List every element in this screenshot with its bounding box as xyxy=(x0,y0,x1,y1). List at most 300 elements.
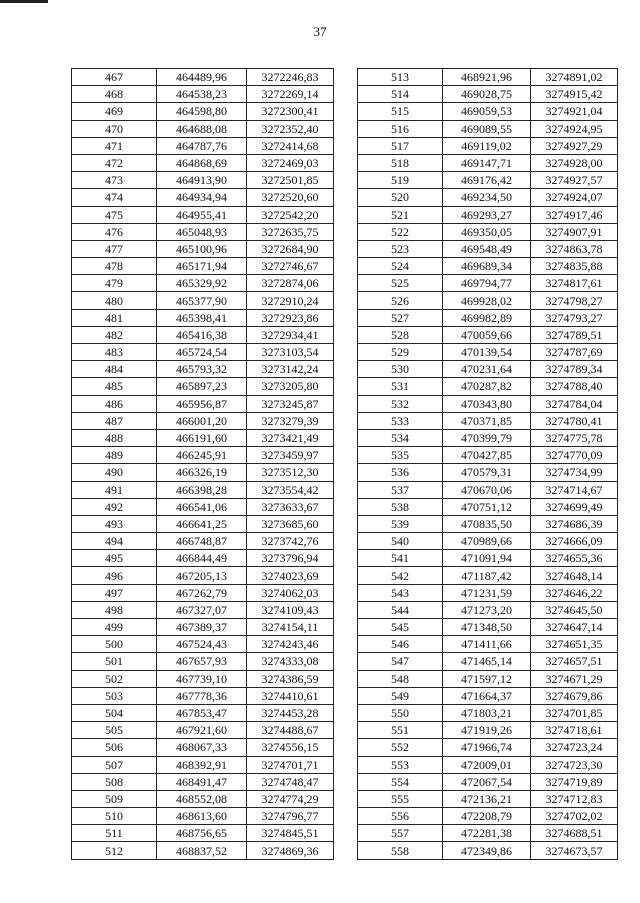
table-row xyxy=(72,206,334,223)
point-number-cell: 482 xyxy=(72,326,157,343)
x-coordinate-cell: 471664,37 xyxy=(443,687,531,704)
x-coordinate-cell: 471091,94 xyxy=(443,550,531,567)
y-coordinate-cell: 3272300,41 xyxy=(247,103,334,120)
x-coordinate-cell: 471411,66 xyxy=(443,636,531,653)
table-row xyxy=(358,137,618,154)
x-coordinate-cell: 467657,93 xyxy=(157,653,247,670)
x-coordinate-cell: 469928,02 xyxy=(443,292,531,309)
y-coordinate-cell: 3272874,06 xyxy=(247,275,334,292)
x-coordinate-cell: 466844,49 xyxy=(157,550,247,567)
x-coordinate-cell: 464934,94 xyxy=(157,189,247,206)
point-number-cell: 515 xyxy=(358,103,443,120)
table-row xyxy=(72,189,334,206)
table-row xyxy=(358,636,618,653)
y-coordinate-cell: 3274712,83 xyxy=(531,790,618,807)
x-coordinate-cell: 470751,12 xyxy=(443,498,531,515)
y-coordinate-cell: 3272923,86 xyxy=(247,309,334,326)
point-number-cell: 555 xyxy=(358,790,443,807)
y-coordinate-cell: 3274927,57 xyxy=(531,172,618,189)
table-row xyxy=(72,808,334,825)
point-number-cell: 489 xyxy=(72,447,157,464)
table-body xyxy=(358,69,618,860)
x-coordinate-cell: 467853,47 xyxy=(157,704,247,721)
y-coordinate-cell: 3274817,61 xyxy=(531,275,618,292)
y-coordinate-cell: 3272269,14 xyxy=(247,86,334,103)
table-row xyxy=(72,275,334,292)
table-row xyxy=(72,790,334,807)
y-coordinate-cell: 3272684,90 xyxy=(247,240,334,257)
y-coordinate-cell: 3274333,08 xyxy=(247,653,334,670)
table-row xyxy=(358,498,618,515)
y-coordinate-cell: 3274780,41 xyxy=(531,412,618,429)
point-number-cell: 478 xyxy=(72,258,157,275)
point-number-cell: 525 xyxy=(358,275,443,292)
point-number-cell: 523 xyxy=(358,240,443,257)
point-number-cell: 529 xyxy=(358,344,443,361)
x-coordinate-cell: 468392,91 xyxy=(157,756,247,773)
x-coordinate-cell: 470579,31 xyxy=(443,464,531,481)
coordinates-table-left xyxy=(71,68,334,860)
x-coordinate-cell: 464598,80 xyxy=(157,103,247,120)
y-coordinate-cell: 3272542,20 xyxy=(247,206,334,223)
point-number-cell: 516 xyxy=(358,120,443,137)
y-coordinate-cell: 3274679,86 xyxy=(531,687,618,704)
x-coordinate-cell: 466326,19 xyxy=(157,464,247,481)
point-number-cell: 492 xyxy=(72,498,157,515)
x-coordinate-cell: 471966,74 xyxy=(443,739,531,756)
y-coordinate-cell: 3274863,78 xyxy=(531,240,618,257)
x-coordinate-cell: 465377,90 xyxy=(157,292,247,309)
y-coordinate-cell: 3274748,47 xyxy=(247,773,334,790)
point-number-cell: 477 xyxy=(72,240,157,257)
point-number-cell: 528 xyxy=(358,326,443,343)
table-row xyxy=(72,653,334,670)
x-coordinate-cell: 469689,34 xyxy=(443,258,531,275)
point-number-cell: 475 xyxy=(72,206,157,223)
point-number-cell: 541 xyxy=(358,550,443,567)
table-row xyxy=(72,395,334,412)
y-coordinate-cell: 3273554,42 xyxy=(247,481,334,498)
point-number-cell: 514 xyxy=(358,86,443,103)
table-row xyxy=(358,240,618,257)
point-number-cell: 467 xyxy=(72,69,157,86)
x-coordinate-cell: 469293,27 xyxy=(443,206,531,223)
table-row xyxy=(72,498,334,515)
x-coordinate-cell: 471465,14 xyxy=(443,653,531,670)
point-number-cell: 558 xyxy=(358,842,443,859)
x-coordinate-cell: 464489,96 xyxy=(157,69,247,86)
x-coordinate-cell: 468837,52 xyxy=(157,842,247,859)
point-number-cell: 493 xyxy=(72,515,157,532)
x-coordinate-cell: 465897,23 xyxy=(157,378,247,395)
table-row xyxy=(358,154,618,171)
point-number-cell: 526 xyxy=(358,292,443,309)
point-number-cell: 536 xyxy=(358,464,443,481)
table-row xyxy=(358,292,618,309)
point-number-cell: 486 xyxy=(72,395,157,412)
y-coordinate-cell: 3273421,49 xyxy=(247,429,334,446)
x-coordinate-cell: 472349,86 xyxy=(443,842,531,859)
table-row xyxy=(72,670,334,687)
x-coordinate-cell: 470670,06 xyxy=(443,481,531,498)
point-number-cell: 556 xyxy=(358,808,443,825)
table-row xyxy=(358,429,618,446)
x-coordinate-cell: 469089,55 xyxy=(443,120,531,137)
y-coordinate-cell: 3274869,36 xyxy=(247,842,334,859)
y-coordinate-cell: 3274648,14 xyxy=(531,567,618,584)
y-coordinate-cell: 3274699,49 xyxy=(531,498,618,515)
x-coordinate-cell: 465956,87 xyxy=(157,395,247,412)
point-number-cell: 553 xyxy=(358,756,443,773)
y-coordinate-cell: 3274917,46 xyxy=(531,206,618,223)
point-number-cell: 533 xyxy=(358,412,443,429)
table-row xyxy=(72,361,334,378)
point-number-cell: 539 xyxy=(358,515,443,532)
table-row xyxy=(358,189,618,206)
x-coordinate-cell: 469059,53 xyxy=(443,103,531,120)
y-coordinate-cell: 3274796,77 xyxy=(247,808,334,825)
y-coordinate-cell: 3274789,34 xyxy=(531,361,618,378)
point-number-cell: 485 xyxy=(72,378,157,395)
table-row xyxy=(358,120,618,137)
table-row xyxy=(72,309,334,326)
table-row xyxy=(72,704,334,721)
table-row xyxy=(72,344,334,361)
point-number-cell: 542 xyxy=(358,567,443,584)
page-number: 37 xyxy=(313,24,327,39)
y-coordinate-cell: 3274845,51 xyxy=(247,825,334,842)
x-coordinate-cell: 464787,76 xyxy=(157,137,247,154)
x-coordinate-cell: 471187,42 xyxy=(443,567,531,584)
y-coordinate-cell: 3274787,69 xyxy=(531,344,618,361)
y-coordinate-cell: 3273245,87 xyxy=(247,395,334,412)
y-coordinate-cell: 3272934,41 xyxy=(247,326,334,343)
y-coordinate-cell: 3274770,09 xyxy=(531,447,618,464)
x-coordinate-cell: 468491,47 xyxy=(157,773,247,790)
point-number-cell: 545 xyxy=(358,619,443,636)
x-coordinate-cell: 467739,10 xyxy=(157,670,247,687)
x-coordinate-cell: 472281,38 xyxy=(443,825,531,842)
point-number-cell: 537 xyxy=(358,481,443,498)
scan-edge-mark xyxy=(0,0,48,3)
table-row xyxy=(72,842,334,859)
y-coordinate-cell: 3272469,03 xyxy=(247,154,334,171)
x-coordinate-cell: 469147,71 xyxy=(443,154,531,171)
y-coordinate-cell: 3274798,27 xyxy=(531,292,618,309)
x-coordinate-cell: 466641,25 xyxy=(157,515,247,532)
x-coordinate-cell: 469234,50 xyxy=(443,189,531,206)
point-number-cell: 469 xyxy=(72,103,157,120)
table-row xyxy=(358,550,618,567)
point-number-cell: 506 xyxy=(72,739,157,756)
y-coordinate-cell: 3274556,15 xyxy=(247,739,334,756)
point-number-cell: 518 xyxy=(358,154,443,171)
point-number-cell: 474 xyxy=(72,189,157,206)
point-number-cell: 554 xyxy=(358,773,443,790)
table-row xyxy=(72,773,334,790)
point-number-cell: 476 xyxy=(72,223,157,240)
y-coordinate-cell: 3273205,80 xyxy=(247,378,334,395)
table-row xyxy=(72,825,334,842)
point-number-cell: 540 xyxy=(358,533,443,550)
table-row xyxy=(358,481,618,498)
y-coordinate-cell: 3272635,75 xyxy=(247,223,334,240)
point-number-cell: 543 xyxy=(358,584,443,601)
table-row xyxy=(358,687,618,704)
point-number-cell: 483 xyxy=(72,344,157,361)
table-row xyxy=(72,429,334,446)
y-coordinate-cell: 3274655,36 xyxy=(531,550,618,567)
table-row xyxy=(358,653,618,670)
table-row xyxy=(72,567,334,584)
point-number-cell: 504 xyxy=(72,704,157,721)
table-row xyxy=(72,687,334,704)
table-row xyxy=(358,103,618,120)
x-coordinate-cell: 470343,80 xyxy=(443,395,531,412)
x-coordinate-cell: 467327,07 xyxy=(157,601,247,618)
point-number-cell: 557 xyxy=(358,825,443,842)
point-number-cell: 546 xyxy=(358,636,443,653)
table-row xyxy=(358,172,618,189)
table-row xyxy=(72,223,334,240)
y-coordinate-cell: 3274723,30 xyxy=(531,756,618,773)
point-number-cell: 495 xyxy=(72,550,157,567)
x-coordinate-cell: 469176,42 xyxy=(443,172,531,189)
y-coordinate-cell: 3274688,51 xyxy=(531,825,618,842)
x-coordinate-cell: 465793,32 xyxy=(157,361,247,378)
table-row xyxy=(72,584,334,601)
y-coordinate-cell: 3274775,78 xyxy=(531,429,618,446)
y-coordinate-cell: 3272246,83 xyxy=(247,69,334,86)
point-number-cell: 472 xyxy=(72,154,157,171)
table-row xyxy=(72,240,334,257)
table-row xyxy=(358,361,618,378)
x-coordinate-cell: 464688,08 xyxy=(157,120,247,137)
y-coordinate-cell: 3274718,61 xyxy=(531,722,618,739)
point-number-cell: 497 xyxy=(72,584,157,601)
y-coordinate-cell: 3273742,76 xyxy=(247,533,334,550)
x-coordinate-cell: 469794,77 xyxy=(443,275,531,292)
point-number-cell: 507 xyxy=(72,756,157,773)
table-row xyxy=(358,808,618,825)
x-coordinate-cell: 467389,37 xyxy=(157,619,247,636)
y-coordinate-cell: 3274386,59 xyxy=(247,670,334,687)
point-number-cell: 505 xyxy=(72,722,157,739)
y-coordinate-cell: 3274243,46 xyxy=(247,636,334,653)
point-number-cell: 481 xyxy=(72,309,157,326)
point-number-cell: 471 xyxy=(72,137,157,154)
point-number-cell: 500 xyxy=(72,636,157,653)
y-coordinate-cell: 3274702,02 xyxy=(531,808,618,825)
y-coordinate-cell: 3274734,99 xyxy=(531,464,618,481)
x-coordinate-cell: 470139,54 xyxy=(443,344,531,361)
x-coordinate-cell: 470287,82 xyxy=(443,378,531,395)
y-coordinate-cell: 3274701,71 xyxy=(247,756,334,773)
y-coordinate-cell: 3274410,61 xyxy=(247,687,334,704)
table-row xyxy=(72,739,334,756)
table-row xyxy=(358,223,618,240)
table-row xyxy=(358,722,618,739)
y-coordinate-cell: 3274488,67 xyxy=(247,722,334,739)
table-row xyxy=(72,550,334,567)
table-row xyxy=(358,601,618,618)
table-row xyxy=(358,412,618,429)
y-coordinate-cell: 3274673,57 xyxy=(531,842,618,859)
point-number-cell: 544 xyxy=(358,601,443,618)
x-coordinate-cell: 465724,54 xyxy=(157,344,247,361)
x-coordinate-cell: 464955,41 xyxy=(157,206,247,223)
table-row xyxy=(358,69,618,86)
table-row xyxy=(72,86,334,103)
table-row xyxy=(72,172,334,189)
point-number-cell: 547 xyxy=(358,653,443,670)
x-coordinate-cell: 471273,20 xyxy=(443,601,531,618)
y-coordinate-cell: 3274062,03 xyxy=(247,584,334,601)
x-coordinate-cell: 468613,60 xyxy=(157,808,247,825)
point-number-cell: 551 xyxy=(358,722,443,739)
x-coordinate-cell: 467262,79 xyxy=(157,584,247,601)
point-number-cell: 491 xyxy=(72,481,157,498)
y-coordinate-cell: 3274023,69 xyxy=(247,567,334,584)
point-number-cell: 532 xyxy=(358,395,443,412)
y-coordinate-cell: 3274927,29 xyxy=(531,137,618,154)
point-number-cell: 535 xyxy=(358,447,443,464)
x-coordinate-cell: 465048,93 xyxy=(157,223,247,240)
table-row xyxy=(72,258,334,275)
y-coordinate-cell: 3274657,51 xyxy=(531,653,618,670)
table-row xyxy=(358,567,618,584)
y-coordinate-cell: 3274651,35 xyxy=(531,636,618,653)
x-coordinate-cell: 470059,66 xyxy=(443,326,531,343)
y-coordinate-cell: 3274109,43 xyxy=(247,601,334,618)
x-coordinate-cell: 472136,21 xyxy=(443,790,531,807)
table-row xyxy=(358,206,618,223)
y-coordinate-cell: 3272910,24 xyxy=(247,292,334,309)
point-number-cell: 502 xyxy=(72,670,157,687)
table-row xyxy=(72,481,334,498)
y-coordinate-cell: 3274686,39 xyxy=(531,515,618,532)
table-row xyxy=(358,326,618,343)
table-row xyxy=(358,309,618,326)
point-number-cell: 519 xyxy=(358,172,443,189)
y-coordinate-cell: 3274774,29 xyxy=(247,790,334,807)
y-coordinate-cell: 3274793,27 xyxy=(531,309,618,326)
point-number-cell: 499 xyxy=(72,619,157,636)
y-coordinate-cell: 3273279,39 xyxy=(247,412,334,429)
y-coordinate-cell: 3274907,91 xyxy=(531,223,618,240)
y-coordinate-cell: 3273142,24 xyxy=(247,361,334,378)
table-row xyxy=(72,103,334,120)
table-row xyxy=(72,120,334,137)
point-number-cell: 480 xyxy=(72,292,157,309)
point-number-cell: 522 xyxy=(358,223,443,240)
y-coordinate-cell: 3274671,29 xyxy=(531,670,618,687)
table-row xyxy=(72,378,334,395)
x-coordinate-cell: 470427,85 xyxy=(443,447,531,464)
point-number-cell: 513 xyxy=(358,69,443,86)
table-row xyxy=(358,670,618,687)
table-row xyxy=(72,412,334,429)
point-number-cell: 490 xyxy=(72,464,157,481)
table-row xyxy=(72,447,334,464)
point-number-cell: 517 xyxy=(358,137,443,154)
x-coordinate-cell: 469350,05 xyxy=(443,223,531,240)
x-coordinate-cell: 467778,36 xyxy=(157,687,247,704)
table-row xyxy=(72,154,334,171)
table-row xyxy=(72,137,334,154)
x-coordinate-cell: 471597,12 xyxy=(443,670,531,687)
y-coordinate-cell: 3273459,97 xyxy=(247,447,334,464)
x-coordinate-cell: 468756,65 xyxy=(157,825,247,842)
point-number-cell: 508 xyxy=(72,773,157,790)
table-row xyxy=(72,619,334,636)
x-coordinate-cell: 465171,94 xyxy=(157,258,247,275)
table-row xyxy=(358,533,618,550)
x-coordinate-cell: 468067,33 xyxy=(157,739,247,756)
y-coordinate-cell: 3274646,22 xyxy=(531,584,618,601)
y-coordinate-cell: 3274719,89 xyxy=(531,773,618,790)
y-coordinate-cell: 3272414,68 xyxy=(247,137,334,154)
y-coordinate-cell: 3274647,14 xyxy=(531,619,618,636)
y-coordinate-cell: 3274784,04 xyxy=(531,395,618,412)
y-coordinate-cell: 3274924,07 xyxy=(531,189,618,206)
point-number-cell: 511 xyxy=(72,825,157,842)
x-coordinate-cell: 469548,49 xyxy=(443,240,531,257)
point-number-cell: 479 xyxy=(72,275,157,292)
x-coordinate-cell: 464538,23 xyxy=(157,86,247,103)
x-coordinate-cell: 467205,13 xyxy=(157,567,247,584)
table-row xyxy=(72,515,334,532)
y-coordinate-cell: 3274666,09 xyxy=(531,533,618,550)
y-coordinate-cell: 3273633,67 xyxy=(247,498,334,515)
point-number-cell: 496 xyxy=(72,567,157,584)
x-coordinate-cell: 470989,66 xyxy=(443,533,531,550)
table-row xyxy=(358,704,618,721)
x-coordinate-cell: 466245,91 xyxy=(157,447,247,464)
point-number-cell: 501 xyxy=(72,653,157,670)
point-number-cell: 484 xyxy=(72,361,157,378)
y-coordinate-cell: 3274924,95 xyxy=(531,120,618,137)
x-coordinate-cell: 471348,50 xyxy=(443,619,531,636)
y-coordinate-cell: 3273512,30 xyxy=(247,464,334,481)
x-coordinate-cell: 470835,50 xyxy=(443,515,531,532)
table-row xyxy=(358,756,618,773)
point-number-cell: 549 xyxy=(358,687,443,704)
y-coordinate-cell: 3272746,67 xyxy=(247,258,334,275)
y-coordinate-cell: 3274928,00 xyxy=(531,154,618,171)
y-coordinate-cell: 3274453,28 xyxy=(247,704,334,721)
point-number-cell: 470 xyxy=(72,120,157,137)
y-coordinate-cell: 3274788,40 xyxy=(531,378,618,395)
point-number-cell: 494 xyxy=(72,533,157,550)
x-coordinate-cell: 466398,28 xyxy=(157,481,247,498)
x-coordinate-cell: 464868,69 xyxy=(157,154,247,171)
x-coordinate-cell: 469028,75 xyxy=(443,86,531,103)
y-coordinate-cell: 3273103,54 xyxy=(247,344,334,361)
x-coordinate-cell: 466001,20 xyxy=(157,412,247,429)
table-row xyxy=(72,722,334,739)
x-coordinate-cell: 466748,87 xyxy=(157,533,247,550)
point-number-cell: 548 xyxy=(358,670,443,687)
x-coordinate-cell: 468552,08 xyxy=(157,790,247,807)
x-coordinate-cell: 466541,06 xyxy=(157,498,247,515)
table-row xyxy=(358,515,618,532)
table-body xyxy=(72,69,334,860)
y-coordinate-cell: 3272501,85 xyxy=(247,172,334,189)
x-coordinate-cell: 465398,41 xyxy=(157,309,247,326)
x-coordinate-cell: 467524,43 xyxy=(157,636,247,653)
table-row xyxy=(358,773,618,790)
